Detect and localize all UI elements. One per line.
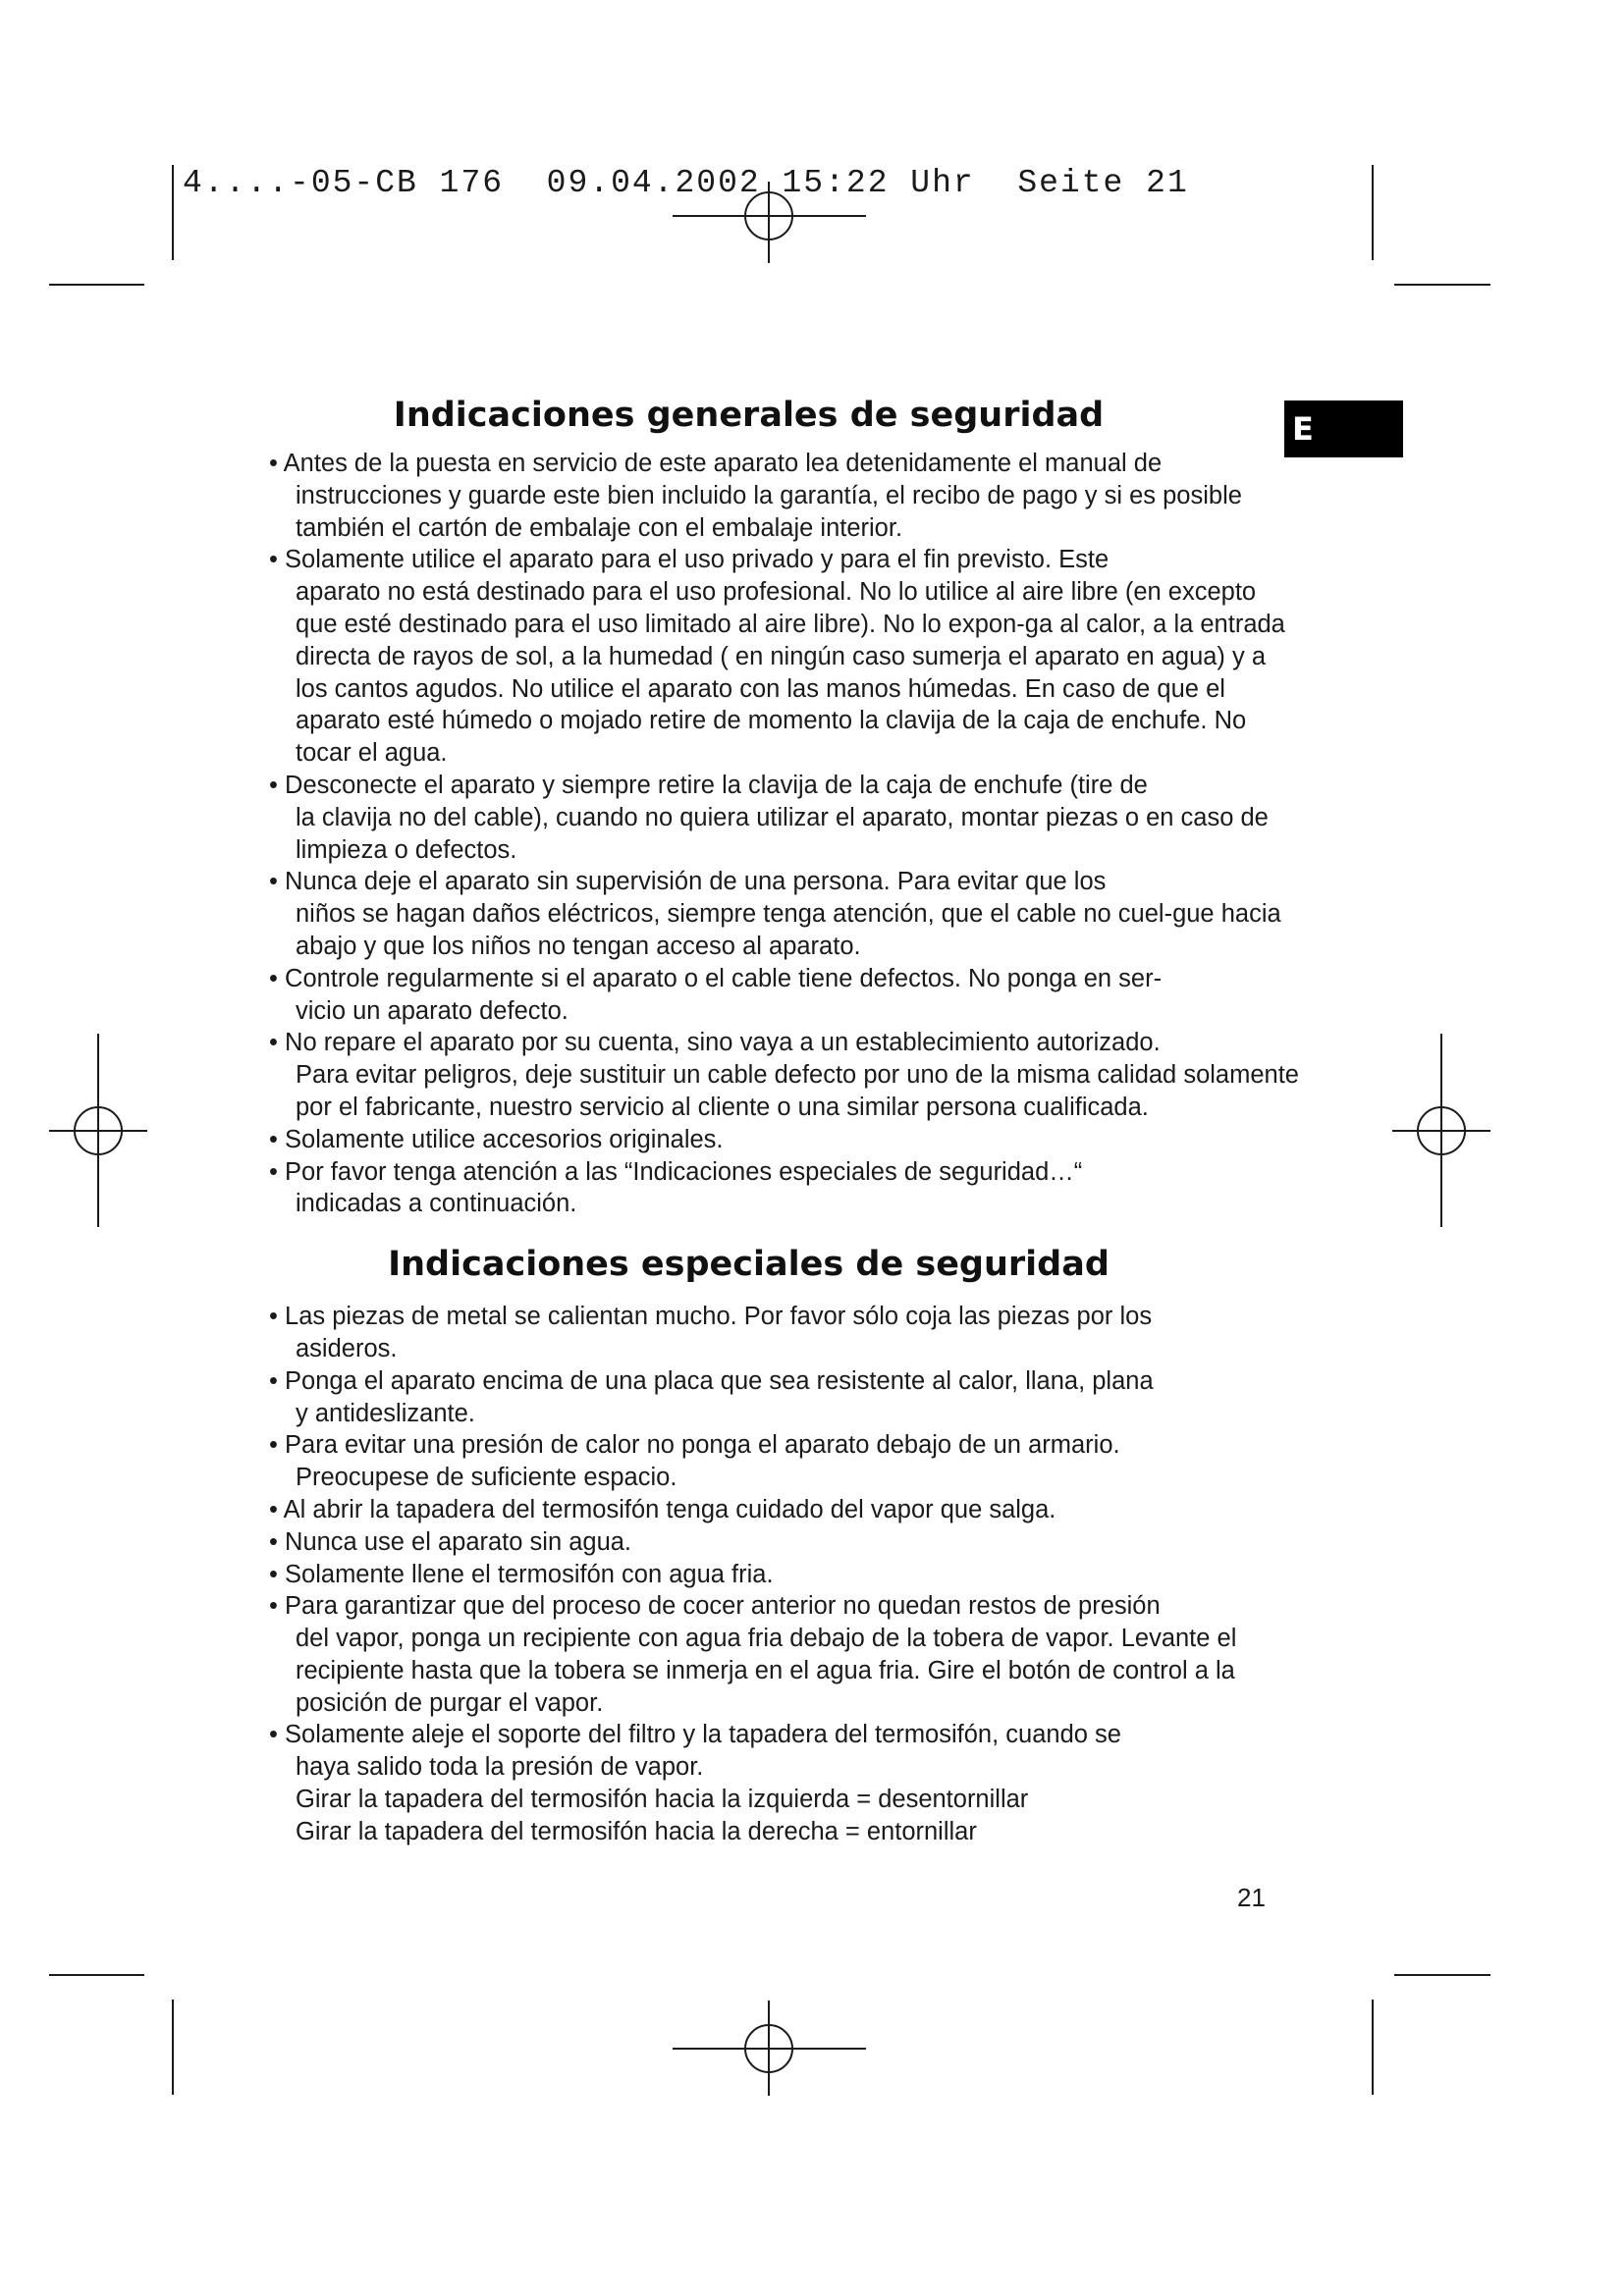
item-continuation: indicadas a continuación. [296, 1190, 577, 1218]
item-continuation: asideros. [296, 1334, 398, 1362]
list-item [250, 1365, 1301, 1430]
list-item [250, 448, 1301, 544]
item-first-text: Para evitar una presión de calor no ponga el aparato debajo de un armario. [285, 1431, 1120, 1460]
item-first-line [269, 770, 1301, 802]
item-continuation: aparato no está destinado para el uso profesional. No lo utilice al aire libre (en excepto que esté destinado para el uso limitado al aire libre). No lo expon-ga al calor, a la entrada directa de rayos de sol, a la humedad ( en ningún caso sumerja el aparato en agua) y a los cantos agudos. No utilice el aparato con las manos húmedas. En caso de que el aparato esté húmedo o mojado retire de momento la clavija de la caja de enchufe. No tocar el agua. [296, 578, 1285, 768]
item-first-line [269, 448, 1301, 480]
general-safety-list [250, 448, 1301, 1220]
item-first-text: Solamente utilice el aparato para el uso privado y para el fin previsto. Este [285, 546, 1110, 574]
item-first-text: Nunca use el aparato sin agua. [285, 1527, 632, 1556]
print-slug-header: 4....-05-CB 176 09.04.2002 15:22 Uhr Seite 21 [183, 165, 1189, 201]
list-item [250, 963, 1301, 1028]
registration-mark-left [49, 1034, 147, 1227]
item-first-text: Desconecte el aparato y siempre retire la clavija de la caja de enchufe (tire de [285, 771, 1148, 799]
list-item [250, 1719, 1301, 1847]
bullet-icon: • [269, 1560, 278, 1588]
item-first-line [269, 1494, 1301, 1526]
item-first-line [269, 1526, 1301, 1559]
registration-mark-bottom [673, 2001, 866, 2096]
bullet-icon: • [269, 1125, 278, 1153]
item-first-text: Controle regularmente si el aparato o el cable tiene defectos. No ponga en ser- [285, 964, 1163, 992]
special-safety-title: Indicaciones especiales de seguridad [388, 1245, 1110, 1285]
special-safety-list [250, 1301, 1301, 1848]
general-safety-title: Indicaciones generales de seguridad [393, 396, 1105, 435]
bullet-icon: • [269, 450, 278, 477]
item-first-text: Solamente utilice accesorios originales. [285, 1125, 724, 1153]
item-first-text: Ponga el aparato encima de una placa que sea resistente al calor, llana, plana [285, 1366, 1154, 1395]
registration-mark-right [1392, 1034, 1490, 1227]
list-item [250, 1494, 1301, 1526]
list-item [250, 770, 1301, 866]
item-first-line [269, 866, 1301, 898]
bullet-icon: • [269, 1029, 278, 1057]
item-first-line [269, 544, 1301, 576]
list-item [250, 544, 1301, 770]
item-first-line [269, 1590, 1301, 1623]
item-first-text: Por favor tenga atención a las “Indicaciones especiales de seguridad…“ [285, 1157, 1083, 1186]
list-item [250, 1526, 1301, 1559]
item-first-line [269, 1719, 1301, 1751]
bullet-icon: • [269, 1721, 278, 1749]
bullet-icon: • [269, 1495, 278, 1523]
bullet-icon: • [269, 964, 278, 992]
page-content [250, 393, 1301, 1848]
item-first-line [269, 1027, 1301, 1059]
item-continuation: Para evitar peligros, deje sustituir un cable defecto por uno de la misma calidad solamente por el fabricante, nuestro servicio al cliente o una similar persona cualificada. [296, 1061, 1299, 1121]
bullet-icon: • [269, 1366, 278, 1395]
item-first-text: Al abrir la tapadera del termosifón tenga cuidado del vapor que salga. [283, 1495, 1056, 1523]
item-first-line [269, 1429, 1301, 1462]
list-item [250, 1559, 1301, 1591]
item-first-text: No repare el aparato por su cuenta, sino vaya a un establecimiento autorizado. [285, 1029, 1161, 1057]
item-continuation: y antideslizante. [296, 1399, 475, 1427]
item-continuation: haya salido toda la presión de vapor. Girar la tapadera del termosifón hacia la izquierda = desentornillar Girar la tapadera del termosifón hacia la derecha = entornillar [296, 1753, 1029, 1845]
item-first-line [269, 1559, 1301, 1591]
item-continuation: instrucciones y guarde este bien incluido la garantía, el recibo de pago y si es posible también el cartón de embalaje con el embalaje interior. [296, 481, 1242, 542]
bullet-icon: • [269, 546, 278, 574]
list-item [250, 1429, 1301, 1494]
language-tab: E [1284, 400, 1403, 457]
item-first-text: Nunca deje el aparato sin supervisión de una persona. Para evitar que los [285, 868, 1107, 896]
bullet-icon: • [269, 1431, 278, 1460]
bullet-icon: • [269, 771, 278, 799]
item-first-line [269, 963, 1301, 995]
list-item [250, 1301, 1301, 1365]
item-first-text: Solamente aleje el soporte del filtro y la tapadera del termosifón, cuando se [285, 1721, 1121, 1749]
bullet-icon: • [269, 868, 278, 896]
list-item [250, 1124, 1301, 1156]
item-continuation: la clavija no del cable), cuando no quiera utilizar el aparato, montar piezas o en caso de limpieza o defectos. [296, 803, 1269, 864]
list-item [250, 866, 1301, 962]
page-number: 21 [1237, 1883, 1266, 1912]
item-first-line [269, 1365, 1301, 1398]
item-continuation: del vapor, ponga un recipiente con agua fria debajo de la tobera de vapor. Levante el recipiente hasta que la tobera se inmerja en el agua fria. Gire el botón de control a la posición de purgar el vapor. [296, 1625, 1237, 1717]
bullet-icon: • [269, 1592, 278, 1621]
bullet-icon: • [269, 1303, 278, 1331]
item-first-text: Antes de la puesta en servicio de este aparato lea detenidamente el manual de [283, 450, 1163, 477]
item-first-line [269, 1301, 1301, 1333]
item-continuation: vicio un aparato defecto. [296, 996, 568, 1025]
item-continuation: niños se hagan daños eléctricos, siempre tenga atención, que el cable no cuel-gue hacia abajo y que los niños no tengan acceso al aparato. [296, 900, 1281, 960]
item-first-text: Las piezas de metal se calientan mucho. Por favor sólo coja las piezas por los [285, 1303, 1153, 1331]
item-first-line [269, 1156, 1301, 1189]
list-item [250, 1156, 1301, 1221]
list-item [250, 1027, 1301, 1123]
bullet-icon: • [269, 1157, 278, 1186]
item-first-line [269, 1124, 1301, 1156]
bullet-icon: • [269, 1527, 278, 1556]
list-item [250, 1590, 1301, 1719]
item-continuation: Preocupese de suficiente espacio. [296, 1464, 677, 1492]
item-first-text: Solamente llene el termosifón con agua fria. [285, 1560, 774, 1588]
item-first-text: Para garantizar que del proceso de cocer anterior no quedan restos de presión [285, 1592, 1161, 1621]
